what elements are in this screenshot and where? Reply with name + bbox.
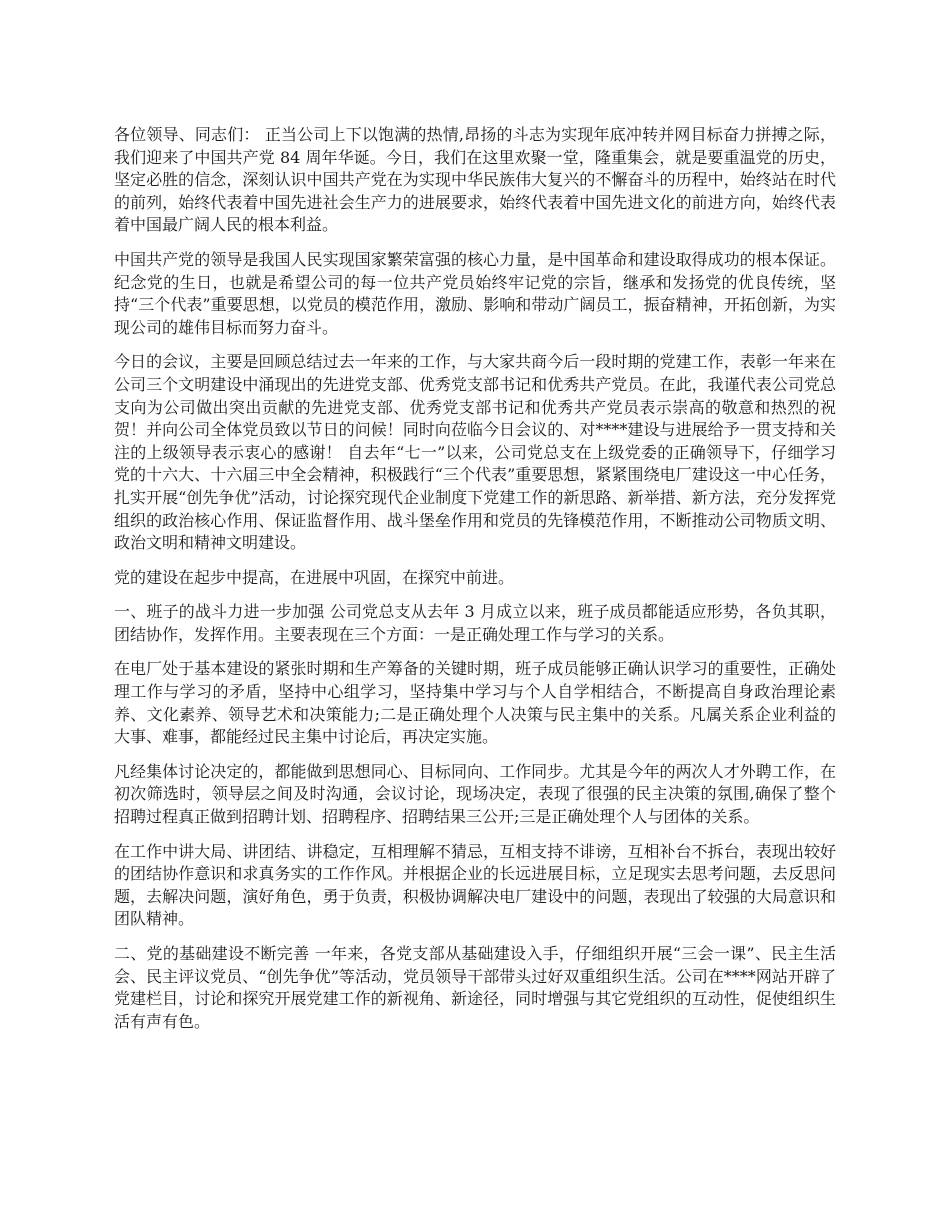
paragraph-section-two: 二、党的基础建设不断完善 一年来，各党支部从基础建设入手，仔细组织开展“三会一课”、民主生活会、民主评议党员、“创先争优”等活动，党员领导干部带头过好双重组织生活。公司在****网站开辟了党建栏目，讨论和探究开展党建工作的新视角、新途径，同时增强与其它党组织的互动性，促使组织生活有声有色。 [114,944,836,1031]
document-body [114,124,836,1045]
paragraph-summary-line: 党的建设在起步中提高，在进展中巩固，在探究中前进。 [114,567,515,587]
paragraph-meeting-purpose: 今日的会议，主要是回顾总结过去一年来的工作，与大家共商今后一段时期的党建工作，表彰一年来在公司三个文明建设中涌现出的先进党支部、优秀党支部书记和优秀共产党员。在此，我谨代表公司党总支向为公司做出突出贡献的先进党支部、优秀党支部书记和优秀共产党员表示崇高的敬意和热烈的祝贺！并向公司全体党员致以节日的问候！同时向莅临今日会议的、对****建设与进展给予一贯支持和关注的上级领导表示衷心的感谢！ 自去年“七一”以来，公司党总支在上级党委的正确领导下，仔细学习党的十六大、十六届三中全会精神，积极践行“三个代表”重要思想，紧紧围绕电厂建设这一中心任务，扎实开展“创先争优”活动，讨论探究现代企业制度下党建工作的新思路、新举措、新方法，充分发挥党组织的政治核心作用、保证监督作用、战斗堡垒作用和党员的先锋模范作用，不断推动公司物质文明、政治文明和精神文明建设。 [114,352,836,553]
paragraph-section-one: 一、班子的战斗力进一步加强 公司党总支从去年 3 月成立以来，班子成员都能适应形势，各负其职，团结协作，发挥作用。主要表现在三个方面：一是正确处理工作与学习的关系。 [114,602,836,644]
paragraph-greeting-intro: 各位领导、同志们： 正当公司上下以饱满的热情,昂扬的斗志为实现年底冲转并网目标奋力拼搏之际，我们迎来了中国共产党 84 周年华诞。今日，我们在这里欢聚一堂，隆重集会，就是要重温党的历史，坚定必胜的信念，深刻认识中国共产党在为实现中华民族伟大复兴的不懈奋斗的历程中，始终站在时代的前列，始终代表着中国先进社会生产力的进展要求，始终代表着中国先进文化的前进方向，始终代表着中国最广阔人民的根本利益。 [114,125,836,235]
paragraph-work-study: 在电厂处于基本建设的紧张时期和生产筹备的关键时期，班子成员能够正确认识学习的重要性，正确处理工作与学习的矛盾，坚持中心组学习，坚持集中学习与个人自学相结合，不断提高自身政治理论素养、文化素养、领导艺术和决策能力;二是正确处理个人决策与民主集中的关系。凡属关系企业利益的大事、难事，都能经过民主集中讨论后，再决定实施。 [114,659,836,747]
paragraph-collective-decision: 凡经集体讨论决定的，都能做到思想同心、目标同向、工作同步。尤其是今年的两次人才外聘工作，在初次筛选时，领导层之间及时沟通，会议讨论，现场决定，表现了很强的民主决策的氛围,确保了整个招聘过程真正做到招聘计划、招聘程序、招聘结果三公开;三是正确处理个人与团体的关系。 [114,761,836,827]
paragraph-party-leadership: 中国共产党的领导是我国人民实现国家繁荣富强的核心力量，是中国革命和建设取得成功的根本保证。纪念党的生日，也就是希望公司的每一位共产党员始终牢记党的宗旨，继承和发扬党的优良传统，坚持“三个代表”重要思想，以党员的模范作用，激励、影响和带动广阔员工，振奋精神，开拓创新，为实现公司的雄伟目标而努力奋斗。 [114,249,836,337]
paragraph-teamwork: 在工作中讲大局、讲团结、讲稳定，互相理解不猜忌，互相支持不诽谤，互相补台不拆台，表现出较好的团结协作意识和求真务实的工作作风。并根据企业的长远进展目标，立足现实去思考问题，去反思问题，去解决问题，演好角色，勇于负责，积极协调解决电厂建设中的问题，表现出了较强的大局意识和团队精神。 [114,841,836,929]
